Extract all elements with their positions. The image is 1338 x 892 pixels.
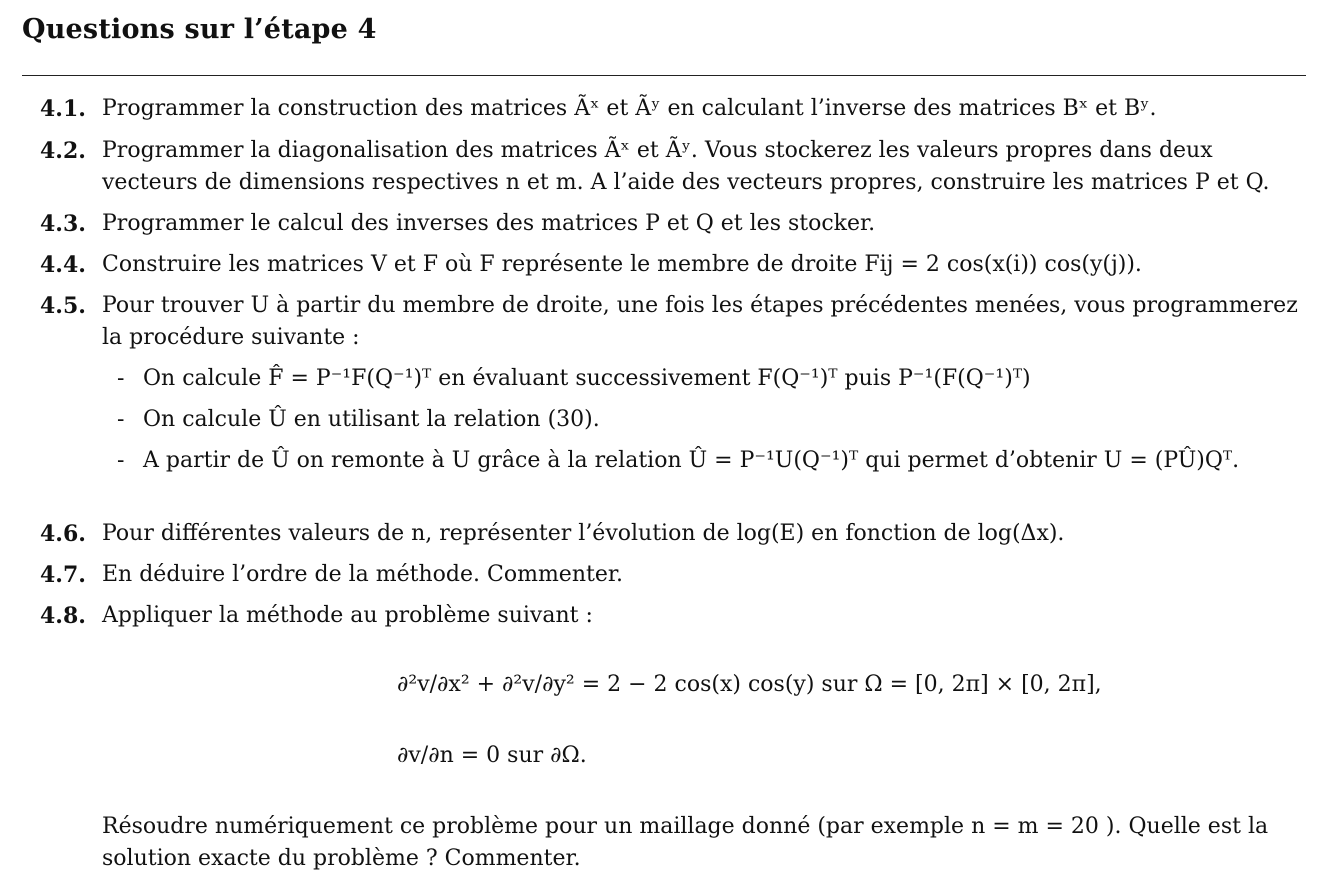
closing-text-line2: solution exacte du problème ? Commenter.: [102, 846, 581, 871]
question-number: 4.6.: [40, 521, 86, 547]
bullet-marker: -: [117, 448, 125, 473]
bullet-text: On calcule Û en utilisant la relation (30).: [143, 407, 600, 432]
question-number: 4.2.: [40, 138, 86, 164]
question-text: Pour différentes valeurs de n, représenter l’évolution de log(E) en fonction de log(Δx).: [102, 521, 1065, 546]
question-text: Appliquer la méthode au problème suivant :: [102, 603, 593, 628]
question-text-line1: Programmer la diagonalisation des matrices Ãˣ et Ãʸ. Vous stockerez les valeurs propres dans deux: [102, 138, 1213, 163]
bullet-text: A partir de Û on remonte à U grâce à la relation Û = P⁻¹U(Q⁻¹)ᵀ qui permet d’obtenir U = (PÛ)Qᵀ.: [143, 448, 1240, 473]
pde-equation: ∂²v/∂x² + ∂²v/∂y² = 2 − 2 cos(x) cos(y) sur Ω = [0, 2π] × [0, 2π],: [397, 672, 1102, 697]
question-text: Programmer le calcul des inverses des matrices P et Q et les stocker.: [102, 211, 876, 236]
bullet-marker: -: [117, 366, 125, 391]
boundary-condition-equation: ∂v/∂n = 0 sur ∂Ω.: [397, 743, 587, 768]
question-number: 4.5.: [40, 293, 86, 319]
question-text: Construire les matrices V et F où F représente le membre de droite Fij = 2 cos(x(i)) cos(y(j)).: [102, 252, 1142, 277]
question-text-line1: Pour trouver U à partir du membre de droite, une fois les étapes précédentes menées, vous programmerez: [102, 293, 1298, 318]
bullet-marker: -: [117, 407, 125, 432]
question-number: 4.3.: [40, 211, 86, 237]
question-number: 4.4.: [40, 252, 86, 278]
question-number: 4.8.: [40, 603, 86, 629]
question-text: Programmer la construction des matrices Ãˣ et Ãʸ en calculant l’inverse des matrices Bˣ et Bʸ.: [102, 96, 1157, 121]
question-text-line2: vecteurs de dimensions respectives n et m. A l’aide des vecteurs propres, construire les matrices P et Q.: [102, 170, 1270, 195]
question-number: 4.1.: [40, 96, 86, 122]
closing-text-line1: Résoudre numériquement ce problème pour un maillage donné (par exemple n = m = 20 ). Quelle est la: [102, 814, 1269, 839]
section-title: Questions sur l’étape 4: [22, 14, 377, 45]
question-number: 4.7.: [40, 562, 86, 588]
title-rule: [22, 75, 1306, 76]
bullet-text: On calcule F̂ = P⁻¹F(Q⁻¹)ᵀ en évaluant successivement F(Q⁻¹)ᵀ puis P⁻¹(F(Q⁻¹)ᵀ): [143, 366, 1031, 391]
question-text-line2: la procédure suivante :: [102, 325, 360, 350]
question-text: En déduire l’ordre de la méthode. Commenter.: [102, 562, 623, 587]
